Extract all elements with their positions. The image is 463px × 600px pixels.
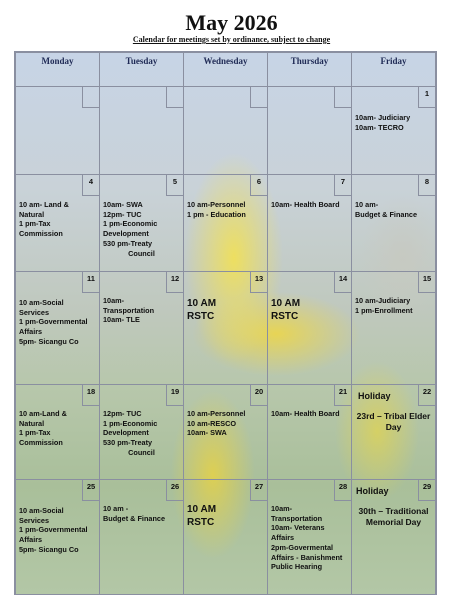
day-number: 25 xyxy=(82,480,99,501)
event-line: 23rd – Tribal Elder xyxy=(356,411,431,421)
day-cell-29 xyxy=(352,480,436,596)
day-cell-18 xyxy=(16,385,100,480)
day-events xyxy=(355,113,432,132)
day-cell xyxy=(16,87,100,175)
event-line: 1 pm-Tax xyxy=(19,219,51,229)
event-line: Development xyxy=(103,229,149,239)
day-number xyxy=(250,87,267,108)
event-line: 5pm- Sicangu Co xyxy=(19,336,79,346)
day-number: 12 xyxy=(166,272,183,293)
weekday-wednesday: Wednesday xyxy=(184,53,268,87)
day-number: 19 xyxy=(166,385,183,406)
event-line: 10am- SWA xyxy=(187,428,227,438)
event-line: 10am- Health Board xyxy=(271,409,340,418)
day-events xyxy=(271,504,348,572)
event-line: 12pm- TUC xyxy=(103,409,142,418)
event-line: Council xyxy=(128,447,155,457)
event-line: 530 pm-Treaty xyxy=(103,238,153,248)
day-cell-7 xyxy=(268,175,352,272)
event-line: 10 am- Land & xyxy=(19,200,69,209)
day-cell-21 xyxy=(268,385,352,480)
day-cell-25 xyxy=(16,480,100,596)
day-cell xyxy=(100,87,184,175)
day-events xyxy=(19,200,96,239)
day-events xyxy=(19,506,96,555)
event-line: Council xyxy=(128,248,155,258)
event-line: 10 am-Social xyxy=(19,506,64,515)
event-line: RSTC xyxy=(187,516,215,528)
event-line: 10am- Health Board xyxy=(271,200,340,209)
event-line: 1 pm-Governmental xyxy=(19,525,88,535)
day-number: 7 xyxy=(334,175,351,196)
day-events xyxy=(271,200,348,210)
day-cell-22 xyxy=(352,385,436,480)
weekday-friday: Friday xyxy=(352,53,436,87)
event-line: 10am- TLE xyxy=(103,315,140,325)
event-line: 5pm- Sicangu Co xyxy=(19,544,79,554)
event-line: 10 am-Land & xyxy=(19,409,67,418)
day-number: 11 xyxy=(82,272,99,293)
weekday-thursday: Thursday xyxy=(268,53,352,87)
weekday-monday: Monday xyxy=(16,53,100,87)
event-line: 10am- SWA xyxy=(103,200,143,209)
event-line: 10 AM xyxy=(187,298,217,309)
event-line: 10am- Judiciary xyxy=(355,113,411,122)
event-line: Affairs xyxy=(19,327,43,337)
event-line: Affairs xyxy=(271,533,295,543)
day-events xyxy=(103,409,180,458)
day-cell-6 xyxy=(184,175,268,272)
event-line: 1 pm-Tax xyxy=(19,428,51,438)
event-line: Services xyxy=(19,515,50,525)
event-line: Natural xyxy=(19,418,45,428)
event-line: 10am- TECRO xyxy=(355,122,404,132)
event-line: Development xyxy=(103,428,149,438)
event-line: Affairs - Banishment xyxy=(271,552,343,562)
day-events xyxy=(271,298,348,323)
event-line: 1 pm-Economic xyxy=(103,418,158,428)
day-number xyxy=(334,87,351,108)
day-number: 28 xyxy=(334,480,351,501)
event-line: 10 am - xyxy=(103,504,129,513)
calendar-grid xyxy=(14,51,437,595)
day-number: 1 xyxy=(418,87,435,108)
day-cell-5 xyxy=(100,175,184,272)
event-line: RSTC xyxy=(187,310,215,322)
day-cell xyxy=(268,87,352,175)
event-line: Commission xyxy=(19,229,63,239)
holiday-label: Holiday xyxy=(358,391,391,401)
event-line: 10 am-Social xyxy=(19,298,64,307)
day-cell-4 xyxy=(16,175,100,272)
day-cell-1 xyxy=(352,87,436,175)
event-line: 2pm-Govermental xyxy=(271,542,334,552)
day-events xyxy=(355,200,432,219)
event-line: Services xyxy=(19,307,50,317)
event-line: Commission xyxy=(19,438,63,448)
event-line: 30th – Traditional xyxy=(358,506,429,516)
event-line: 1 pm-Economic xyxy=(103,219,158,229)
event-line: Transportation xyxy=(103,305,155,315)
day-number: 4 xyxy=(82,175,99,196)
event-line: RSTC xyxy=(271,310,299,322)
event-line: Day xyxy=(385,422,402,433)
event-line: Budget & Finance xyxy=(103,513,166,523)
day-cell-15 xyxy=(352,272,436,385)
day-events xyxy=(19,298,96,347)
event-line: 10am- Veterans xyxy=(271,523,325,533)
day-number: 8 xyxy=(418,175,435,196)
event-line: 10 AM xyxy=(271,298,301,309)
event-line: 1 pm - Education xyxy=(187,209,246,219)
day-events xyxy=(271,409,348,419)
day-cell-27 xyxy=(184,480,268,596)
event-line: 10 am- xyxy=(355,200,379,209)
day-cell-20 xyxy=(184,385,268,480)
calendar-title: May 2026 xyxy=(185,10,278,35)
day-events xyxy=(103,200,180,258)
day-events xyxy=(19,409,96,448)
event-line: 1 pm-Governmental xyxy=(19,317,88,327)
day-number: 14 xyxy=(334,272,351,293)
event-line: 12pm- TUC xyxy=(103,209,142,219)
day-events xyxy=(355,411,432,434)
holiday-label: Holiday xyxy=(356,486,389,496)
day-cell-8 xyxy=(352,175,436,272)
event-line: 10 am-Personnel xyxy=(187,409,246,418)
weekday-tuesday: Tuesday xyxy=(100,53,184,87)
calendar-subtitle: Calendar for meetings set by ordinance, subject to change xyxy=(132,35,331,44)
day-cell-28 xyxy=(268,480,352,596)
day-cell-14 xyxy=(268,272,352,385)
event-line: Public Hearing xyxy=(271,562,323,572)
day-number: 18 xyxy=(82,385,99,406)
day-number: 27 xyxy=(250,480,267,501)
day-events xyxy=(187,298,264,323)
day-cell-12 xyxy=(100,272,184,385)
day-events xyxy=(187,409,264,438)
event-line: 10am- xyxy=(103,296,125,305)
event-line: Natural xyxy=(19,209,45,219)
day-events xyxy=(187,504,264,529)
day-cell-19 xyxy=(100,385,184,480)
event-line: 1 pm-Enrollment xyxy=(355,305,413,315)
day-number: 29 xyxy=(418,480,435,501)
event-line: 530 pm-Treaty xyxy=(103,438,153,448)
day-number: 22 xyxy=(418,385,435,406)
day-number: 26 xyxy=(166,480,183,501)
day-number: 6 xyxy=(250,175,267,196)
day-events xyxy=(103,504,180,523)
day-number: 5 xyxy=(166,175,183,196)
day-number: 20 xyxy=(250,385,267,406)
event-line: 10 am-Personnel xyxy=(187,200,246,209)
event-line: 10am- xyxy=(271,504,293,513)
day-cell-13 xyxy=(184,272,268,385)
day-number xyxy=(166,87,183,108)
day-number: 21 xyxy=(334,385,351,406)
event-line: 10 am-RESCO xyxy=(187,418,237,428)
day-events xyxy=(355,296,432,315)
day-cell-11 xyxy=(16,272,100,385)
day-number: 15 xyxy=(418,272,435,293)
day-cell xyxy=(184,87,268,175)
day-events xyxy=(187,200,264,219)
event-line: Transportation xyxy=(271,513,323,523)
day-events xyxy=(103,296,180,325)
day-number xyxy=(82,87,99,108)
event-line: Budget & Finance xyxy=(355,209,418,219)
day-number: 13 xyxy=(250,272,267,293)
event-line: Affairs xyxy=(19,535,43,545)
event-line: 10 am-Judiciary xyxy=(355,296,411,305)
event-line: Memorial Day xyxy=(365,517,422,528)
day-events xyxy=(355,506,432,529)
day-cell-26 xyxy=(100,480,184,596)
event-line: 10 AM xyxy=(187,504,217,515)
